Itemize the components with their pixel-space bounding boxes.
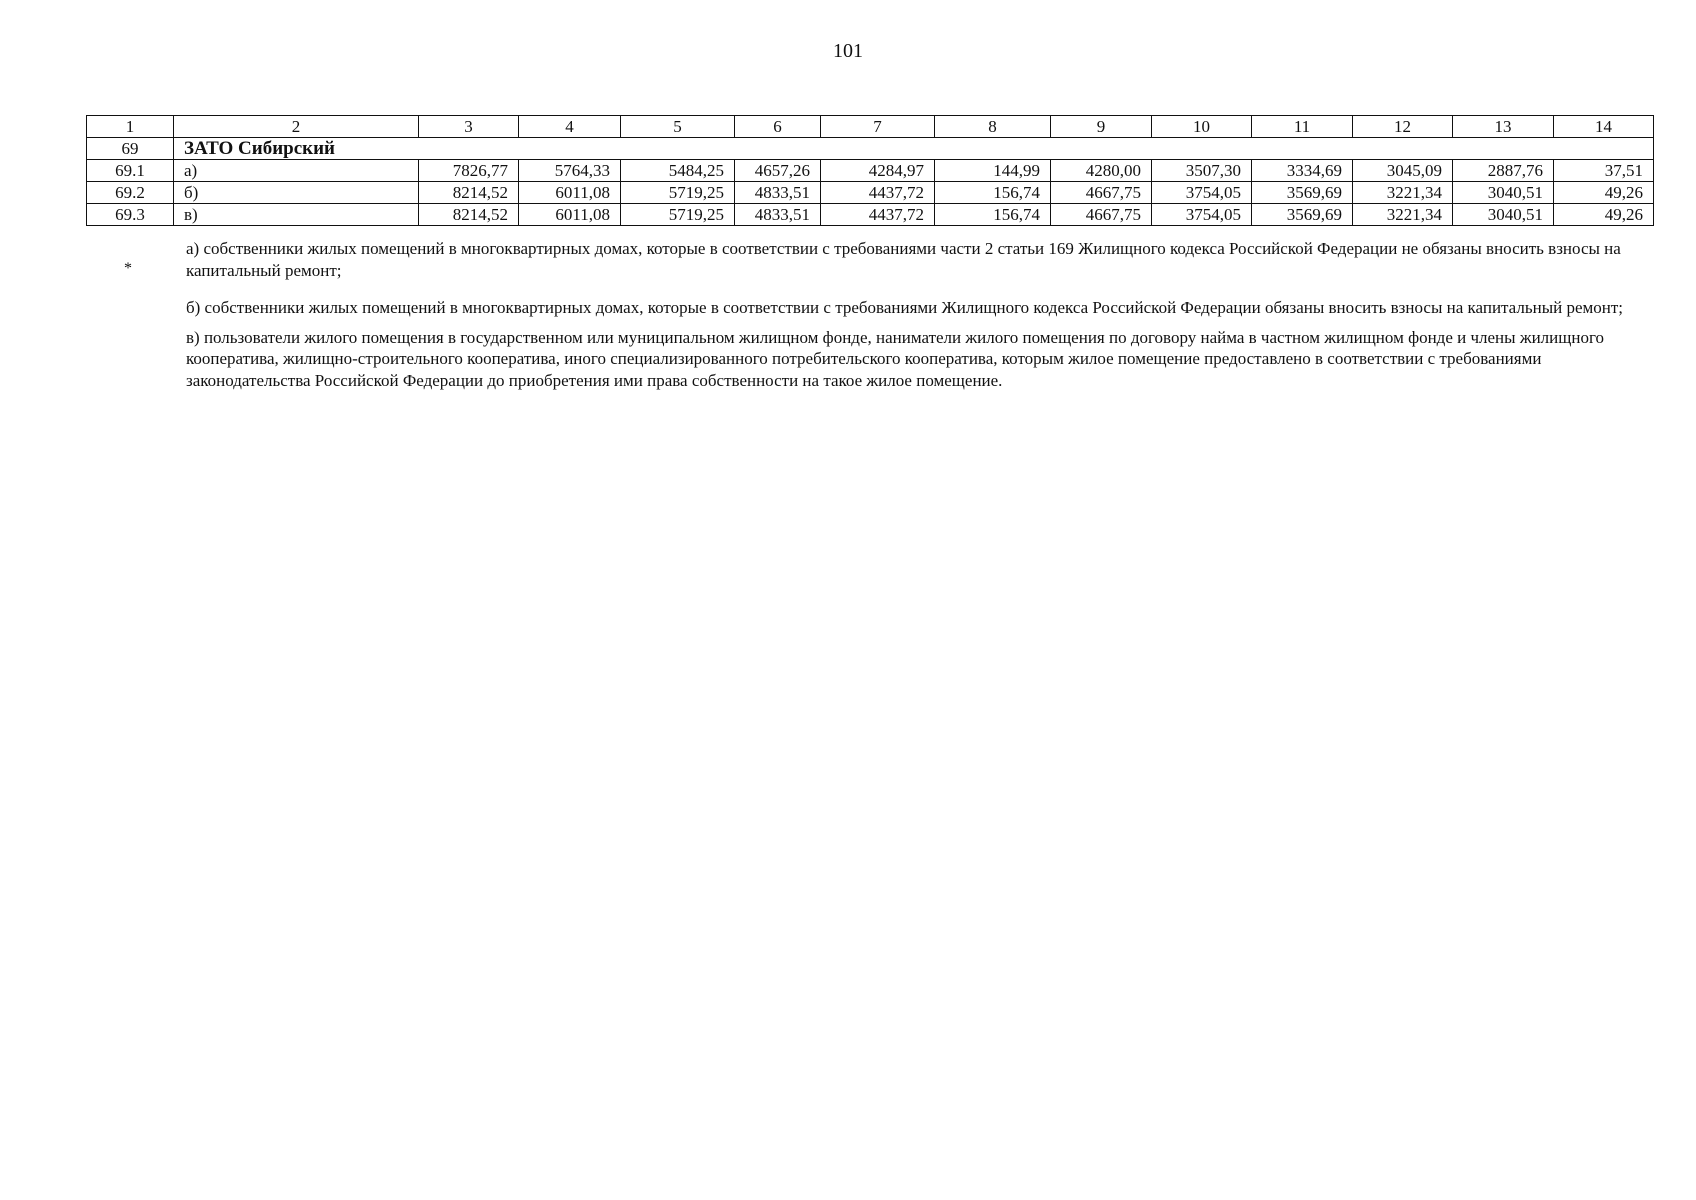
column-header: 2 [174,116,419,138]
table-cell: 156,74 [935,204,1051,226]
row-label: б) [174,182,419,204]
footnote-c: в) пользователи жилого помещения в государственном или муниципальном жилищном фонде, наниматели жилого помещения по договору найма в частном жилищном фонде и члены жилищного кооператива, жилищно-строительного кооператива, иного специализированного потребительского кооператива, которым жилое помещение предоставлено в соответствии с требованиями законодательства Российской Федерации до приобретения ими права собственности на такое жилое помещение. [186,327,1604,390]
column-header: 14 [1554,116,1654,138]
footnote-a: а) собственники жилых помещений в многоквартирных домах, которые в соответствии с требованиями части 2 статьи 169 Жилищного кодекса Российской Федерации не обязаны вносить взносы на капитальный ремонт; [186,239,1621,280]
column-header: 12 [1353,116,1453,138]
tariff-table [86,115,1654,226]
table-cell: 49,26 [1554,182,1654,204]
group-row [87,138,1654,160]
table-cell: 8214,52 [419,182,519,204]
column-header: 11 [1252,116,1353,138]
table-cell: 4833,51 [735,182,821,204]
table-cell: 4833,51 [735,204,821,226]
table-cell: 3045,09 [1353,160,1453,182]
column-header: 10 [1152,116,1252,138]
table-cell: 8214,52 [419,204,519,226]
table-cell: 2887,76 [1453,160,1554,182]
column-header: 13 [1453,116,1554,138]
table-cell: 156,74 [935,182,1051,204]
footnote-marker: * [124,260,132,277]
table-cell: 4437,72 [821,204,935,226]
footnote-b: б) собственники жилых помещений в многоквартирных домах, которые в соответствии с требованиями Жилищного кодекса Российской Федерации обязаны вносить взносы на капитальный ремонт; [186,298,1624,317]
column-header: 8 [935,116,1051,138]
page-number: 101 [833,40,863,62]
table-header-row [87,116,1654,138]
row-label: в) [174,204,419,226]
column-header: 1 [87,116,174,138]
table-cell: 5764,33 [519,160,621,182]
table-cell: 4437,72 [821,182,935,204]
table-cell: 3569,69 [1252,182,1353,204]
row-code: 69.1 [87,160,174,182]
footnotes [186,238,1656,391]
table-cell: 3040,51 [1453,182,1554,204]
table-cell: 7826,77 [419,160,519,182]
row-code: 69.3 [87,204,174,226]
table-row [87,204,1654,226]
table-cell: 49,26 [1554,204,1654,226]
table-cell: 3754,05 [1152,182,1252,204]
table-cell: 3040,51 [1453,204,1554,226]
table-cell: 3221,34 [1353,204,1453,226]
table-cell: 144,99 [935,160,1051,182]
table-cell: 3569,69 [1252,204,1353,226]
table-cell: 6011,08 [519,182,621,204]
table-cell: 3754,05 [1152,204,1252,226]
table-cell: 6011,08 [519,204,621,226]
table-cell: 3221,34 [1353,182,1453,204]
table-cell: 4284,97 [821,160,935,182]
table-cell: 4667,75 [1051,182,1152,204]
table-cell: 4657,26 [735,160,821,182]
column-header: 7 [821,116,935,138]
column-header: 5 [621,116,735,138]
table-cell: 4667,75 [1051,204,1152,226]
table-cell: 5484,25 [621,160,735,182]
column-header: 4 [519,116,621,138]
group-title: ЗАТО Сибирский [174,138,1654,160]
table-cell: 3507,30 [1152,160,1252,182]
column-header: 3 [419,116,519,138]
table-row [87,160,1654,182]
table-cell: 5719,25 [621,204,735,226]
row-code: 69.2 [87,182,174,204]
column-header: 6 [735,116,821,138]
table-row [87,182,1654,204]
table-cell: 5719,25 [621,182,735,204]
table-cell: 4280,00 [1051,160,1152,182]
table-cell: 3334,69 [1252,160,1353,182]
group-code: 69 [87,138,174,160]
column-header: 9 [1051,116,1152,138]
row-label: а) [174,160,419,182]
table-cell: 37,51 [1554,160,1654,182]
